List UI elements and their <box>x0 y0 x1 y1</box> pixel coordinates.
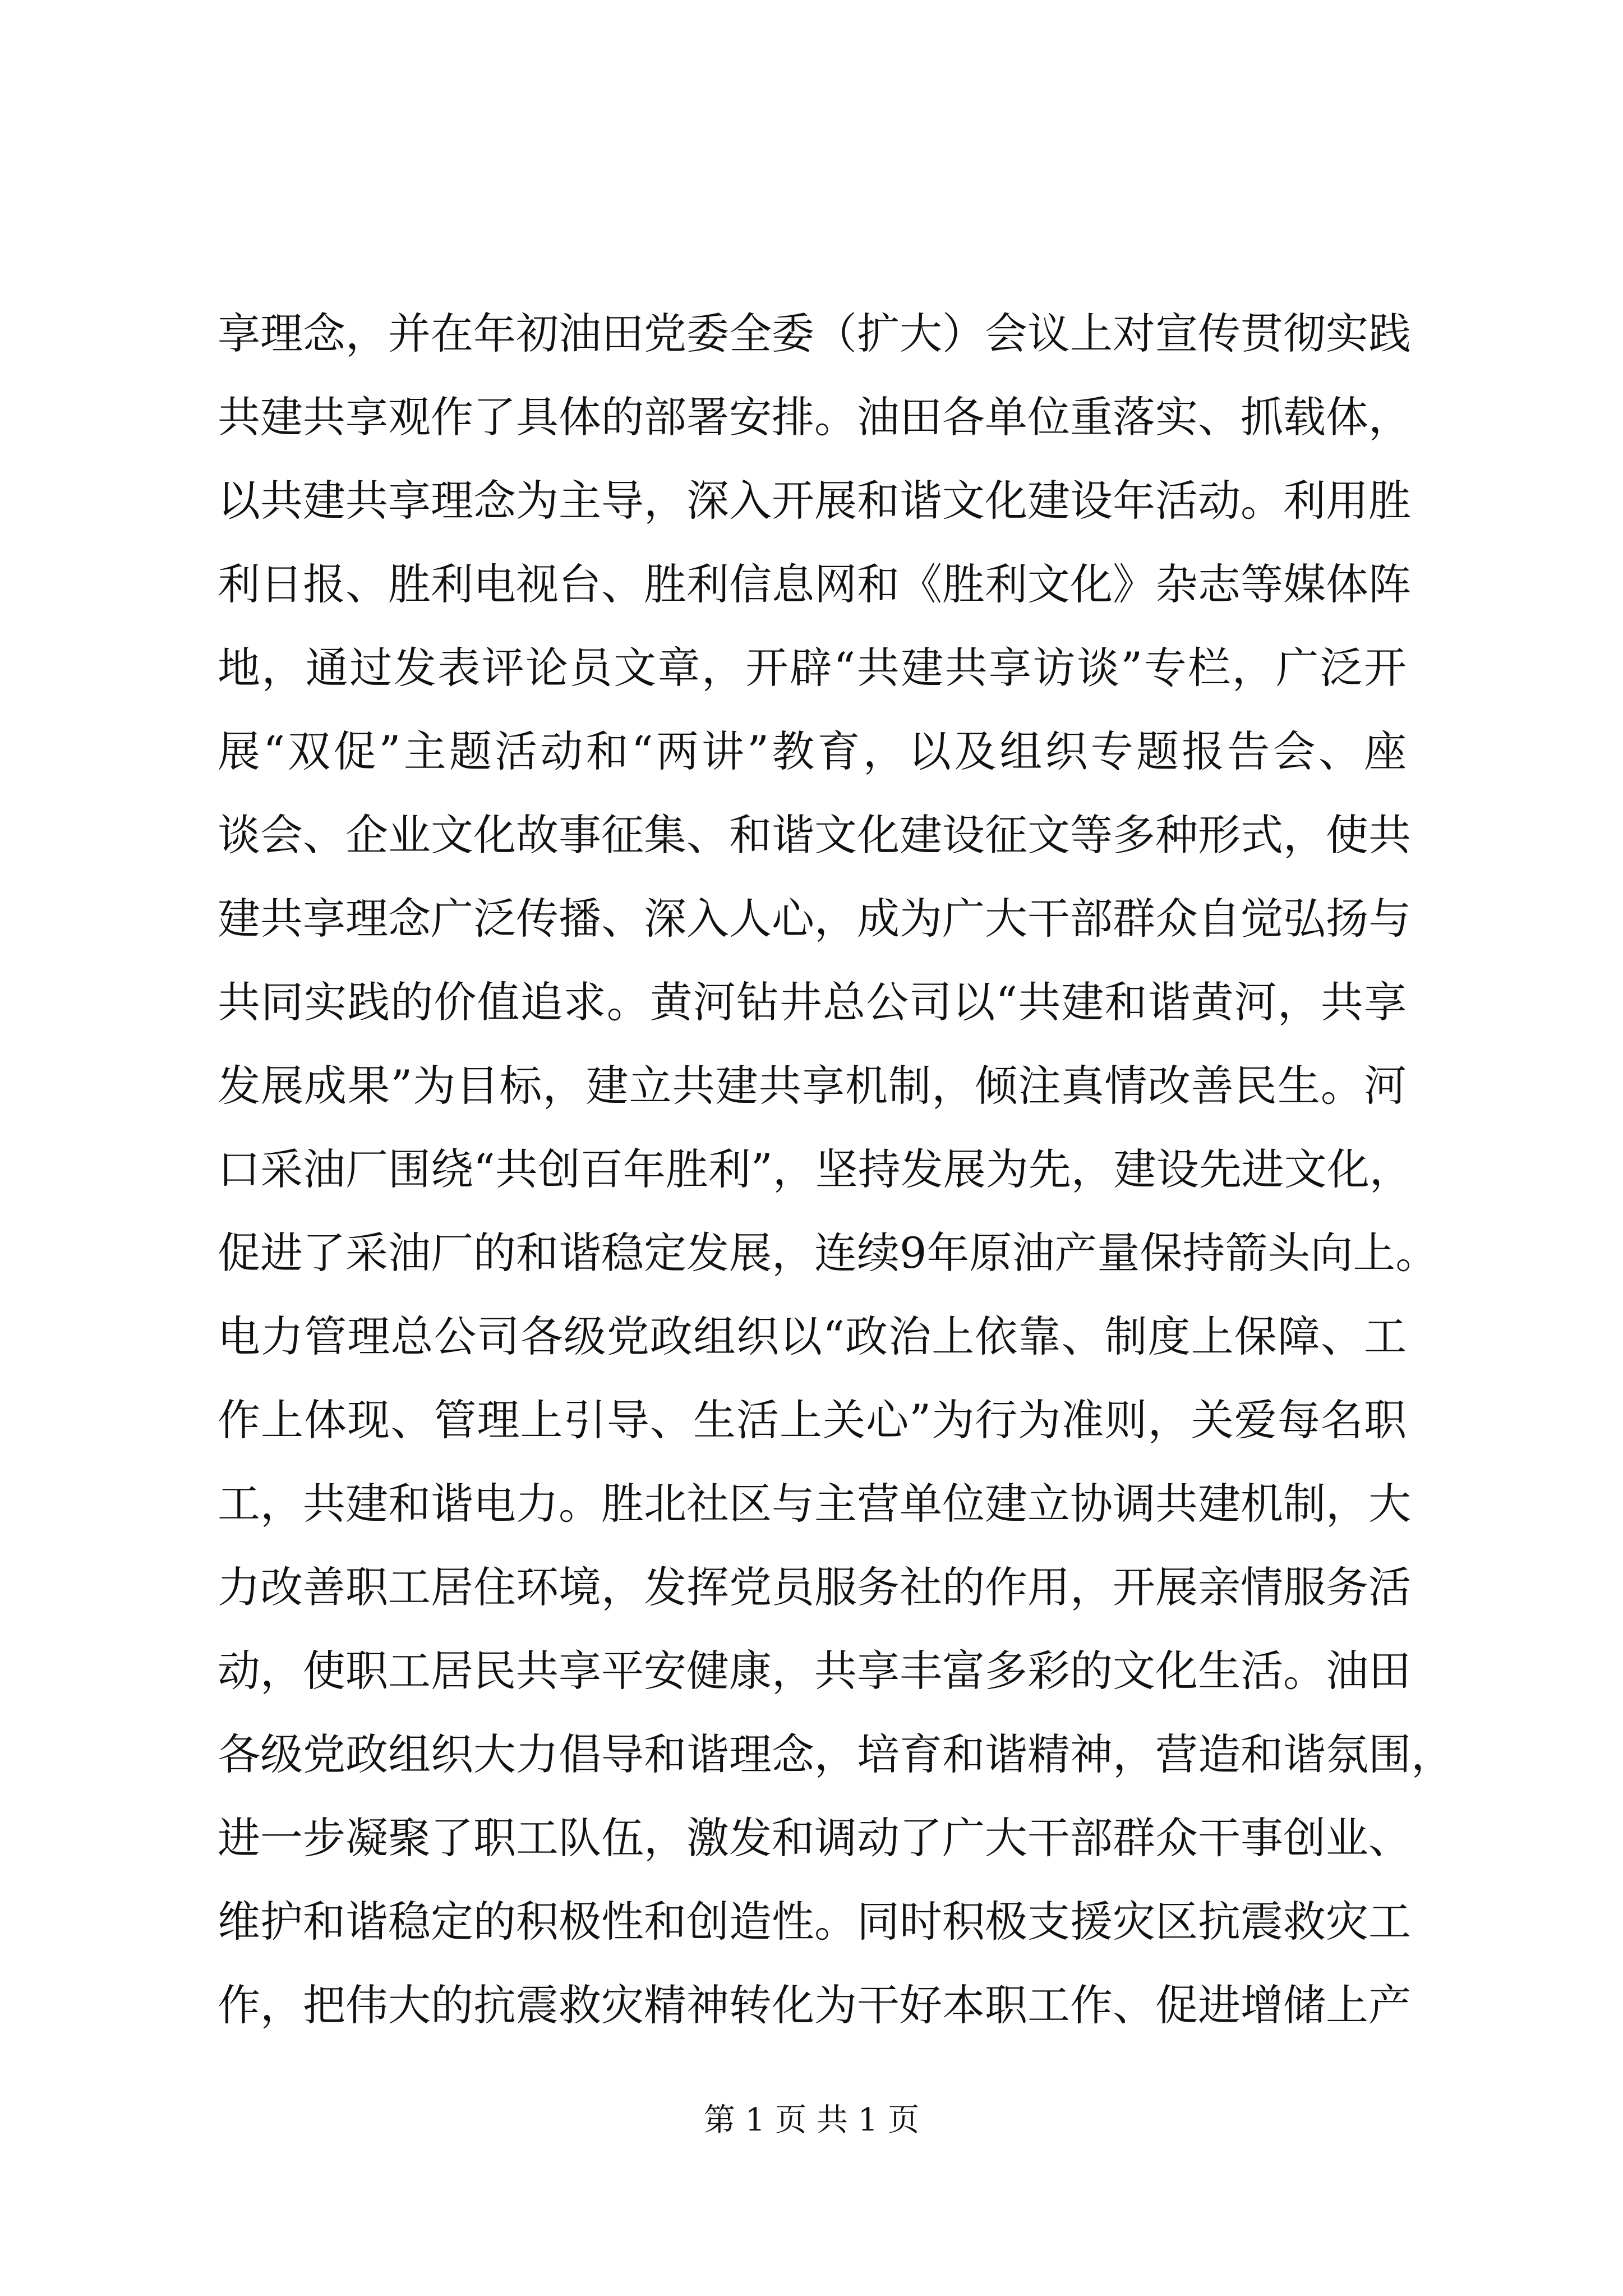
text-line-11: 口采油厂围绕“共创百年胜利”，坚持发展为先，建设先进文化， <box>218 1144 1412 1194</box>
text-line-18: 各级党政组织大力倡导和谐理念，培育和谐精神，营造和谐氛围， <box>218 1729 1454 1779</box>
text-line-2: 共建共享观作了具体的部署安排。油田各单位重落实、抓载体， <box>218 392 1411 442</box>
text-line-7: 谈会、企业文化故事征集、和谐文化建设征文等多种形式，使共 <box>218 810 1411 860</box>
text-line-17: 动，使职工居民共享平安健康，共享丰富多彩的文化生活。油田 <box>218 1646 1411 1696</box>
text-line-12: 促进了采油厂的和谐稳定发展，连续9年原油产量保持箭头向上。 <box>218 1228 1438 1278</box>
text-line-5: 地，通过发表评论员文章，开辟“共建共享访谈”专栏，广泛开 <box>218 643 1407 693</box>
text-line-13: 电力管理总公司各级党政组织以“政治上依靠、制度上保障、工 <box>218 1312 1407 1361</box>
text-line-14: 作上体现、管理上引导、生活上关心”为行为准则，关爱每名职 <box>218 1395 1407 1445</box>
text-line-15: 工，共建和谐电力。胜北社区与主营单位建立协调共建机制，大 <box>218 1479 1411 1529</box>
text-line-3: 以共建共享理念为主导，深入开展和谐文化建设年活动。利用胜 <box>218 476 1411 526</box>
text-line-1: 享理念，并在年初油田党委全委（扩大）会议上对宣传贯彻实践 <box>218 309 1411 358</box>
text-line-10: 发展成果”为目标，建立共建共享机制，倾注真情改善民生。河 <box>218 1061 1407 1111</box>
page-footer <box>0 2098 1623 2143</box>
text-line-19: 进一步凝聚了职工队伍，激发和调动了广大干部群众干事创业、 <box>218 1813 1411 1863</box>
text-line-20: 维护和谐稳定的积极性和创造性。同时积极支援灾区抗震救灾工 <box>218 1897 1411 1947</box>
page-number-label: 第 1 页 共 1 页 <box>703 2102 920 2138</box>
text-line-21: 作，把伟大的抗震救灾精神转化为干好本职工作、促进增储上产 <box>218 1980 1411 2030</box>
text-line-16: 力改善职工居住环境，发挥党员服务社的作用，开展亲情服务活 <box>218 1562 1411 1612</box>
text-line-9: 共同实践的价值追求。黄河钻井总公司以“共建和谐黄河，共享 <box>218 977 1407 1027</box>
text-line-8: 建共享理念广泛传播、深入人心，成为广大干部群众自觉弘扬与 <box>218 894 1411 944</box>
body-text <box>218 292 1454 2047</box>
text-line-4: 利日报、胜利电视台、胜利信息网和《胜利文化》杂志等媒体阵 <box>218 559 1411 609</box>
text-line-6: 展“双促”主题活动和“两讲”教育，以及组织专题报告会、座 <box>218 726 1407 776</box>
